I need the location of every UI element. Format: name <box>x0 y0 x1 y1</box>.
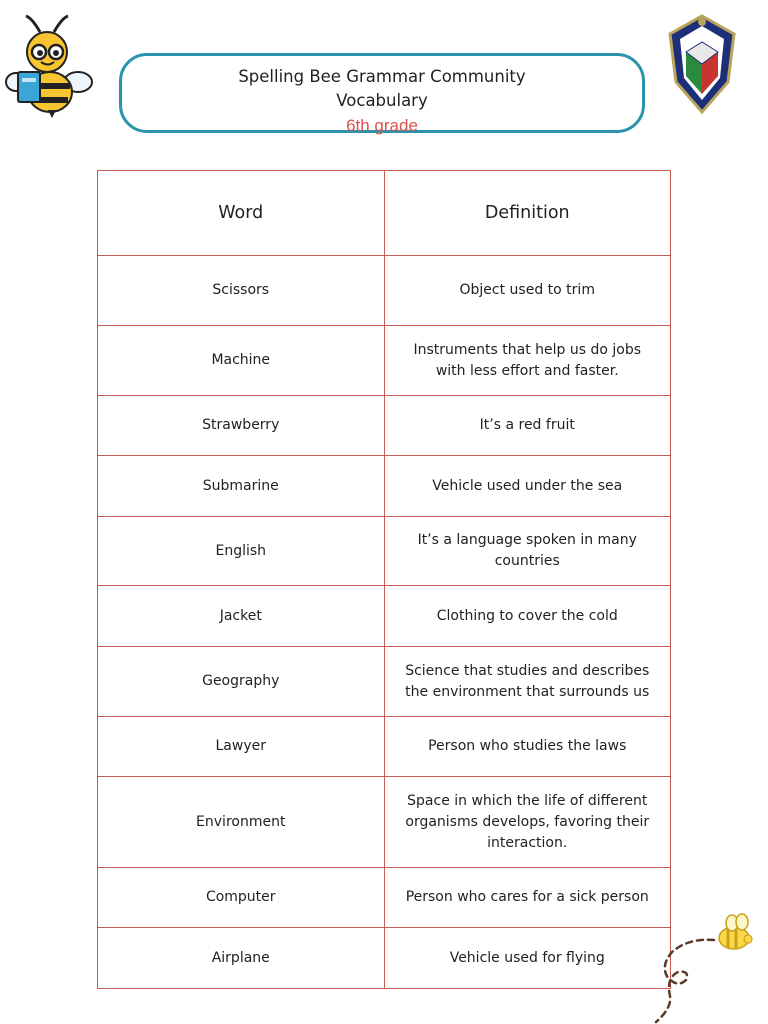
column-header-definition: Definition <box>384 171 671 256</box>
definition-cell: It’s a red fruit <box>384 396 671 456</box>
word-cell: Airplane <box>98 928 385 989</box>
vocabulary-table <box>97 170 671 989</box>
school-seal-icon <box>664 12 740 116</box>
word-cell: Geography <box>98 647 385 717</box>
table-row <box>98 256 671 326</box>
word-cell: Jacket <box>98 586 385 647</box>
bee-trail-icon <box>648 908 758 1024</box>
definition-cell: Person who cares for a sick person <box>384 868 671 928</box>
bee-mascot-icon <box>4 10 94 120</box>
definition-cell: Science that studies and describes the environment that surrounds us <box>384 647 671 717</box>
word-cell: Environment <box>98 777 385 868</box>
definition-cell: Space in which the life of different organisms develops, favoring their interaction. <box>384 777 671 868</box>
word-cell: Computer <box>98 868 385 928</box>
table-row <box>98 647 671 717</box>
table-row <box>98 517 671 586</box>
table-header-row <box>98 171 671 256</box>
column-header-word: Word <box>98 171 385 256</box>
definition-cell: Object used to trim <box>384 256 671 326</box>
table-row <box>98 586 671 647</box>
table-row <box>98 326 671 396</box>
table-row <box>98 456 671 517</box>
definition-cell: Vehicle used for flying <box>384 928 671 989</box>
table-row <box>98 777 671 868</box>
table-row <box>98 928 671 989</box>
header-subtitle: Vocabulary <box>336 91 428 110</box>
table-row <box>98 396 671 456</box>
word-cell: Strawberry <box>98 396 385 456</box>
definition-cell: Person who studies the laws <box>384 717 671 777</box>
header-title: Spelling Bee Grammar Community <box>238 67 526 86</box>
definition-cell: Vehicle used under the sea <box>384 456 671 517</box>
word-cell: English <box>98 517 385 586</box>
word-cell: Lawyer <box>98 717 385 777</box>
definition-cell: Instruments that help us do jobs with less effort and faster. <box>384 326 671 396</box>
header-grade: 6th grade <box>346 116 418 135</box>
header-box <box>119 53 645 133</box>
definition-cell: It’s a language spoken in many countries <box>384 517 671 586</box>
table-row <box>98 717 671 777</box>
definition-cell: Clothing to cover the cold <box>384 586 671 647</box>
table-row <box>98 868 671 928</box>
word-cell: Machine <box>98 326 385 396</box>
word-cell: Scissors <box>98 256 385 326</box>
word-cell: Submarine <box>98 456 385 517</box>
